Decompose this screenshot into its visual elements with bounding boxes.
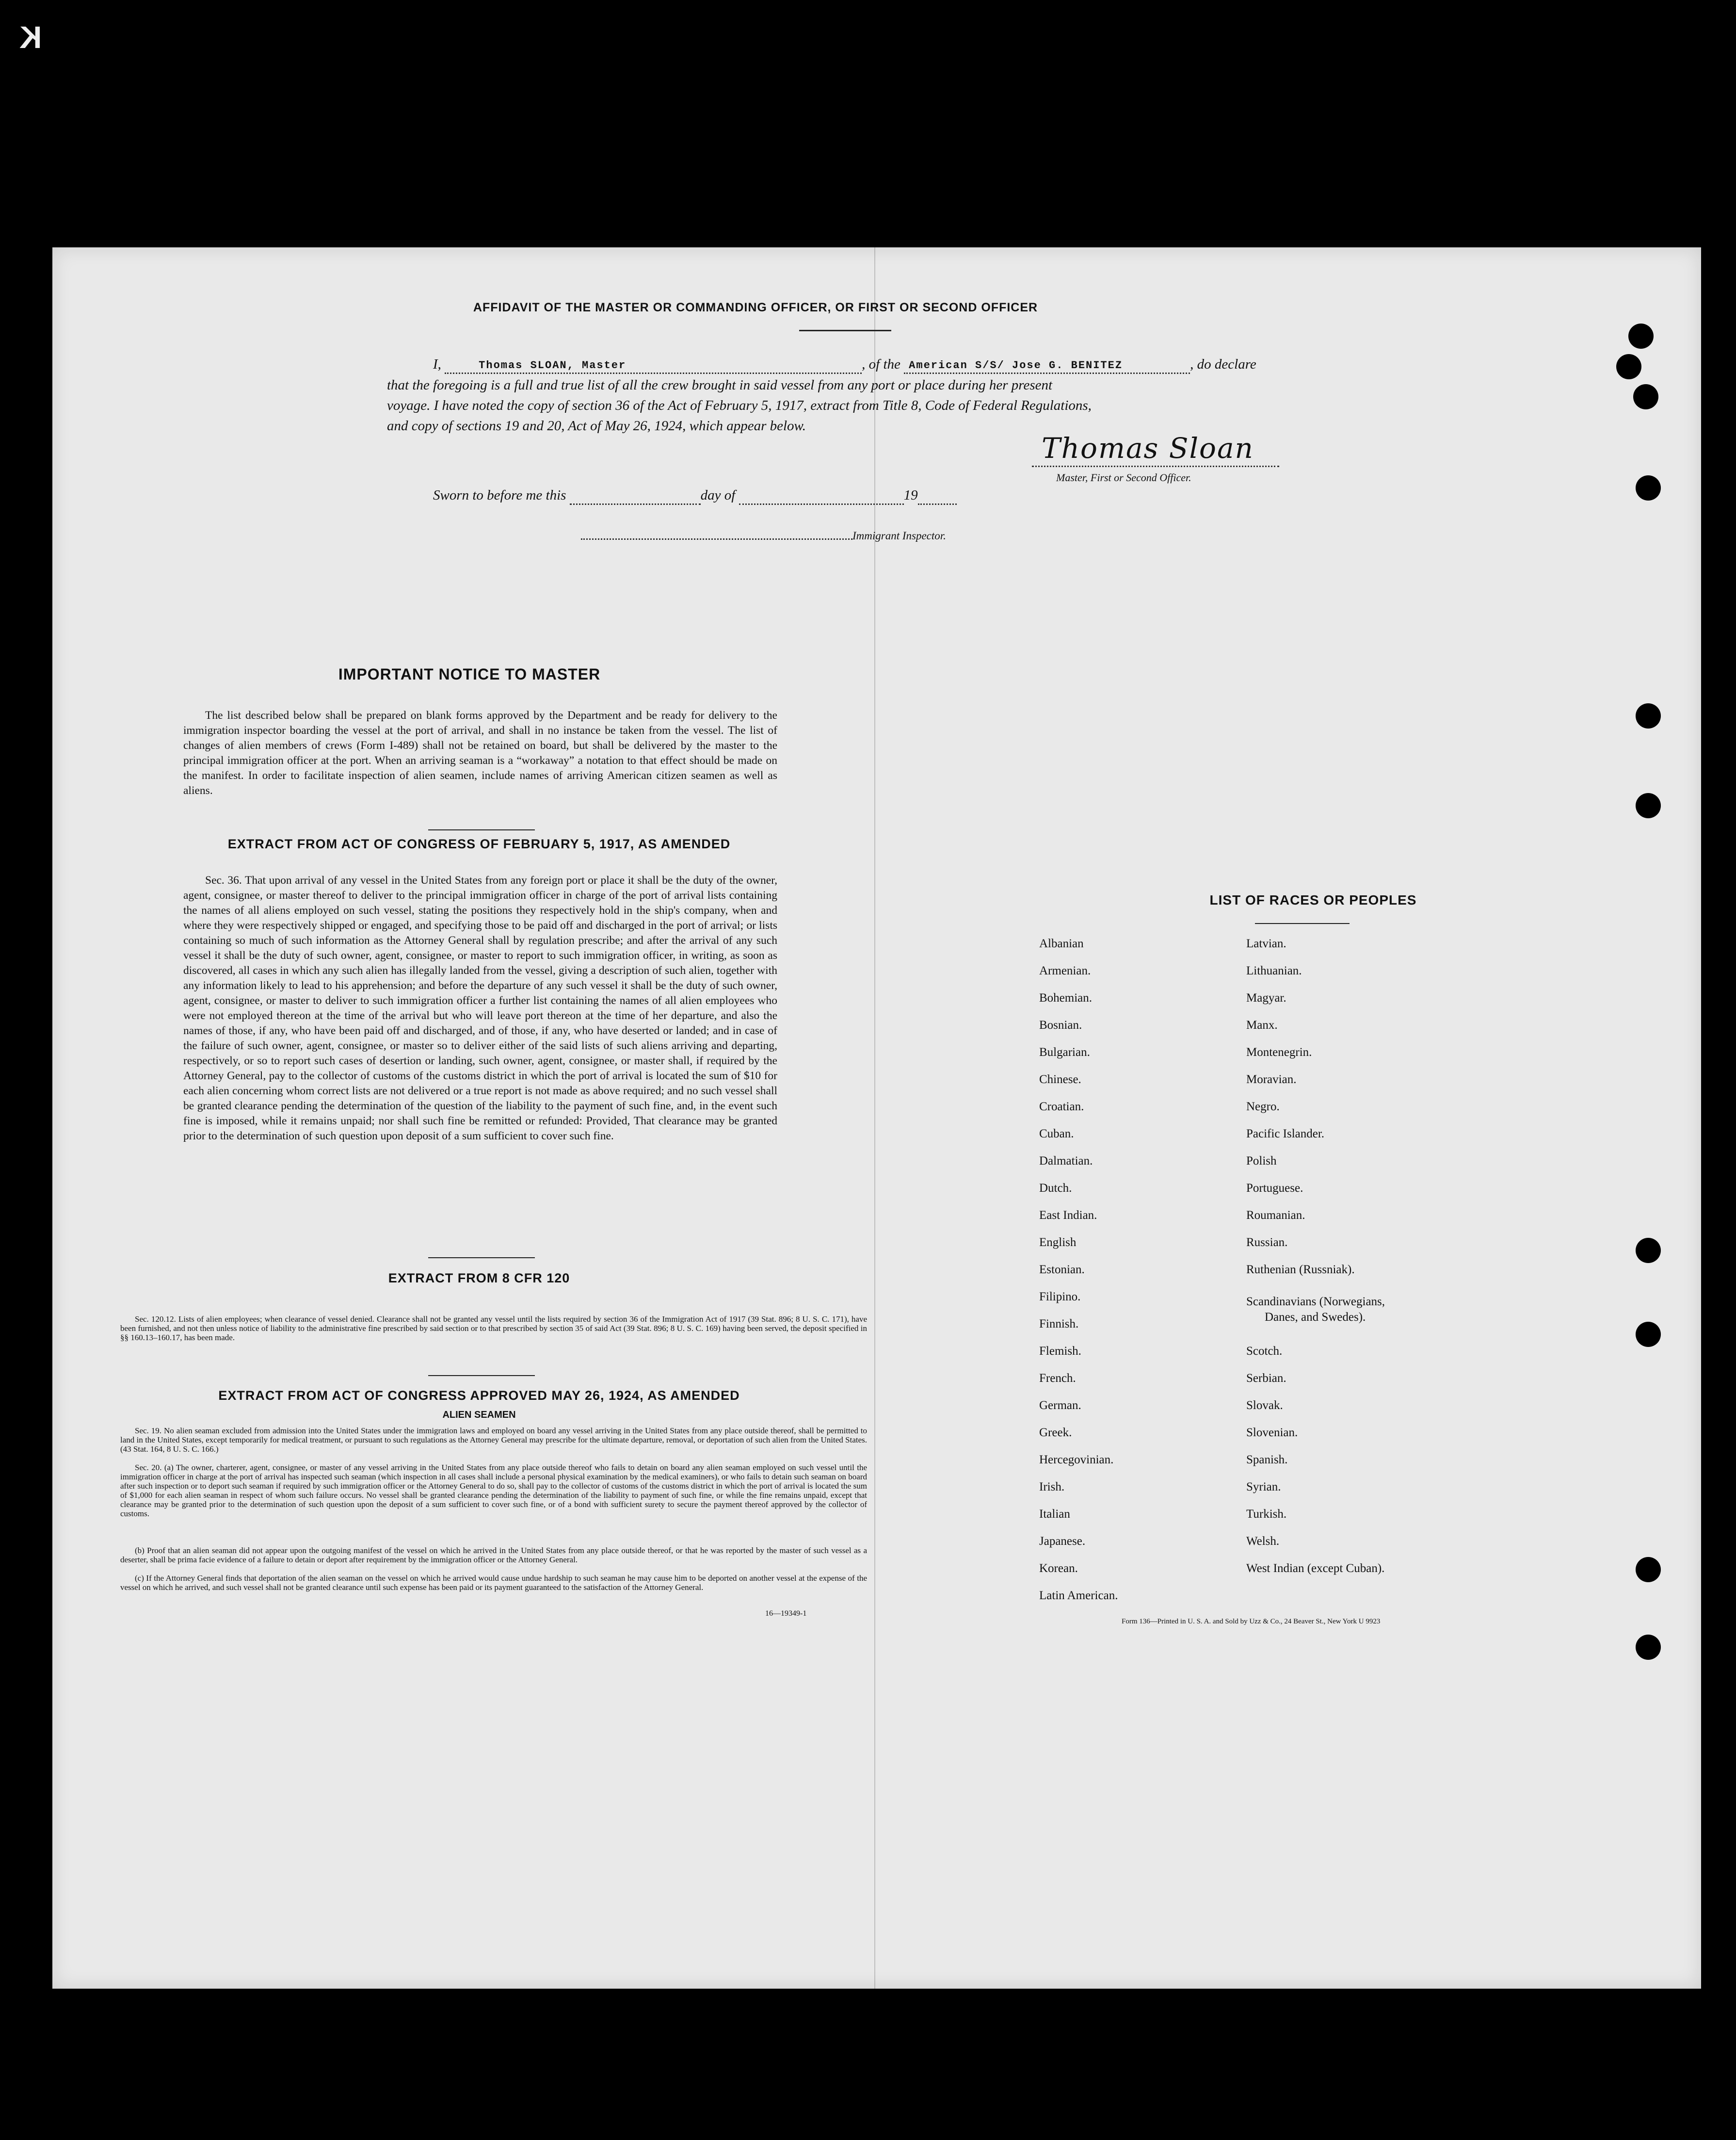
race-item: West Indian (except Cuban).: [1246, 1562, 1385, 1575]
race-item: Serbian.: [1246, 1372, 1286, 1385]
race-item: French.: [1039, 1372, 1076, 1385]
extract-1917-text: Sec. 36. That upon arrival of any vessel in the United States from any foreign port or place it shall be the duty of the owner, agent, consignee, or master thereof to deliver to the principal immigration officer in charge of the port of arrival lists containing the names of all aliens employed on such vessel, stating the positions they respectively hold in the ship's company, when and where they were respectively shipped or engaged, and specifying those to be paid off and discharged in the port of arrival; or lists containing so much of such information as the Attorney General shall by regulation prescribe; and after the arrival of any such vessel it shall be the duty of such owner, agent, consignee, or master to report to such immigration officer, in writing, as soon as discovered, all cases in which any such alien has illegally landed from the vessel, giving a description of such alien, together with any information likely to lead to his apprehension; and before the departure of any such vessel it shall be the duty of such owner, agent, consignee, or master to deliver to such immigration officer a further list containing the names of all alien employees who were not employed thereon at the time of the arrival but who will leave port thereon at the time of her departure, and also the names of those, if any, who have been paid off and discharged, and of those, if any, who have deserted or landed; and in case of the failure of such owner, agent, consignee, or master so to deliver either of the said lists of such aliens arriving and departing, respectively, or so to report such cases of desertion or landing, such owner, agent, consignee, or master shall, if required by the Attorney General, pay to the collector of customs of the customs district in which the port of arrival is located the sum of $10 for each alien concerning whom correct lists are not delivered or a true report is not made as above required; and no such vessel shall be granted clearance pending the determination of the question of the liability to the payment of such fine, and, in the event such fine is imposed, while it remains unpaid; nor shall such fine be remitted or refunded: Provided, That clearance may be granted prior to the determination of such question upon deposit of a sum sufficient to cover such fine.: [183, 874, 777, 1142]
race-item: Danes, and Swedes).: [1265, 1311, 1366, 1324]
race-item: Scotch.: [1246, 1345, 1283, 1358]
affidavit-title: AFFIDAVIT OF THE MASTER OR COMMANDING OFFICER, OR FIRST OR SECOND OFFICER: [473, 301, 1038, 314]
race-item: Manx.: [1246, 1019, 1278, 1032]
race-item: Russian.: [1246, 1236, 1288, 1249]
extract-cfr-title: EXTRACT FROM 8 CFR 120: [388, 1271, 570, 1285]
binder-hole: [1636, 793, 1661, 818]
inspector-caption: Immigrant Inspector.: [852, 530, 946, 542]
binder-hole: [1636, 475, 1661, 501]
race-item: Roumanian.: [1246, 1209, 1305, 1222]
declaration-body-3: and copy of sections 19 and 20, Act of May 26, 1924, which appear below.: [387, 418, 806, 434]
race-item: Pacific Islander.: [1246, 1127, 1325, 1140]
binder-hole: [1633, 384, 1658, 409]
extract-1924-title: EXTRACT FROM ACT OF CONGRESS APPROVED MAY 26, 1924, AS AMENDED: [218, 1388, 740, 1403]
race-item: Bulgarian.: [1039, 1046, 1090, 1059]
race-item: Korean.: [1039, 1562, 1078, 1575]
race-item: Japanese.: [1039, 1535, 1086, 1548]
race-item: East Indian.: [1039, 1209, 1097, 1222]
race-item: Dutch.: [1039, 1182, 1072, 1195]
race-item: Portuguese.: [1246, 1182, 1303, 1195]
binder-hole: [1628, 324, 1654, 349]
notice-text: The list described below shall be prepared on blank forms approved by the Department and be ready for delivery to the immigration inspector boarding the vessel at the port of arrival, and shall in no instance be taken from the vessel. The list of changes of alien members of crews (Form I-489) shall not be retained on board, but shall be delivered by the master to the principal immigration officer at the port. When an arriving seaman is a “workaway” a notation to that effect should be made on the manifest. In order to facilitate inspection of alien seamen, include names of arriving American citizen seamen as well as aliens.: [183, 709, 777, 797]
signature-line: [1032, 466, 1279, 467]
race-item: Spanish.: [1246, 1453, 1288, 1466]
form-footer: Form 136—Printed in U. S. A. and Sold by Uzz & Co., 24 Beaver St., New York U 9923: [1122, 1618, 1381, 1625]
binder-hole: [1636, 1557, 1661, 1582]
film-frame-mark: K: [19, 20, 42, 55]
race-item: Italian: [1039, 1508, 1070, 1521]
notice-title: IMPORTANT NOTICE TO MASTER: [338, 665, 601, 683]
race-item: Moravian.: [1246, 1073, 1297, 1086]
sworn-label: Sworn to before me this: [433, 487, 566, 503]
year-label: 19: [903, 487, 918, 503]
race-item: Ruthenian (Russniak).: [1246, 1263, 1355, 1276]
signature-caption: Master, First or Second Officer.: [1056, 471, 1191, 484]
race-item: Polish: [1246, 1154, 1277, 1167]
race-item: Latvian.: [1246, 937, 1286, 950]
race-item: Negro.: [1246, 1100, 1280, 1113]
races-title: LIST OF RACES OR PEOPLES: [1209, 892, 1417, 908]
race-item: Slovak.: [1246, 1399, 1283, 1412]
race-item: German.: [1039, 1399, 1081, 1412]
sworn-month-field: [739, 487, 904, 505]
declarant-name: Thomas SLOAN, Master: [479, 359, 627, 372]
extract-1917-rule: [428, 1257, 535, 1258]
race-item: Magyar.: [1246, 991, 1286, 1005]
race-item: Latin American.: [1039, 1589, 1118, 1602]
race-item: Montenegrin.: [1246, 1046, 1312, 1059]
sworn-date-field: [570, 487, 701, 505]
extract-1924-sec20a: Sec. 20. (a) The owner, charterer, agent, consignee, or master of any vessel arriving in the United States from any place outside thereof who fails to detain on board any alien seaman employed on such vessel until the immigration officer in charge at the port of arrival has inspected such seaman (which inspection in all cases shall include a personal physical examination by the medical examiners), or who fails to detain such seaman on board after such inspection or to deport such seaman if required by such immigration officer or the Attorney General to do so, shall pay to the collector of customs of the customs district in which the port of arrival is located the sum of $1,000 for each alien seaman in respect of whom such failure occurs. No vessel shall be granted clearance pending the determination of the liability to payment of such fine, or while the fine remains unpaid, except that clearance may be granted prior to the determination of such question upon the deposit of a sum sufficient to cover such fine, or of a bond with sufficient surety to secure the payment thereof approved by the collector of customs.: [120, 1463, 867, 1518]
race-item: Flemish.: [1039, 1345, 1081, 1358]
race-item: English: [1039, 1236, 1077, 1249]
extract-1924-sec19: Sec. 19. No alien seaman excluded from admission into the United States under the immigration laws and employed on board any vessel arriving in the United States from any place outside thereof, shall be permitted to land in the United States, except temporarily for medical treatment, or pursuant to such regulations as the Attorney General may prescribe for the ultimate departure, removal, or deportation of such alien from the United States. (43 Stat. 164, 8 U. S. C. 166.): [120, 1426, 867, 1454]
race-item: Estonian.: [1039, 1263, 1085, 1276]
print-code: 16—19349-1: [765, 1609, 807, 1618]
title-rule: [799, 330, 891, 331]
declaration-body-2: voyage. I have noted the copy of section 36 of the Act of February 5, 1917, extract from Title 8, Code of Federal Regulations,: [387, 398, 1092, 413]
race-item: Bohemian.: [1039, 991, 1093, 1005]
race-item: Chinese.: [1039, 1073, 1081, 1086]
race-item: Finnish.: [1039, 1317, 1079, 1330]
race-item: Syrian.: [1246, 1480, 1281, 1493]
race-item: Dalmatian.: [1039, 1154, 1093, 1167]
master-signature: Thomas Sloan: [1042, 432, 1254, 465]
race-item: Armenian.: [1039, 964, 1091, 977]
binder-hole: [1636, 1238, 1661, 1263]
day-of-label: day of: [700, 487, 736, 503]
extract-1917-title: EXTRACT FROM ACT OF CONGRESS OF FEBRUARY 5, 1917, AS AMENDED: [227, 837, 731, 851]
extract-1924-subtitle: ALIEN SEAMEN: [442, 1410, 516, 1420]
race-item: Bosnian.: [1039, 1019, 1082, 1032]
i-label: I,: [433, 357, 441, 372]
extract-cfr-text: Sec. 120.12. Lists of alien employees; when clearance of vessel denied. Clearance shall not be granted any vessel until the lists required by section 36 of the Immigration Act of 1917 (39 Stat. 896; 8 U. S. C. 171), have been furnished, and not then unless notice of liability to the administrative fine prescribed by said section or to that prescribed by section 35 of said Act (39 Stat. 896; 8 U. S. C. 169) having been served, the deposit specified in §§ 160.13–160.17, has been made.: [120, 1314, 867, 1342]
race-item: Turkish.: [1246, 1508, 1287, 1521]
notice-rule: [428, 829, 535, 830]
race-item: Cuban.: [1039, 1127, 1074, 1140]
race-item: Albanian: [1039, 937, 1084, 950]
extract-1924-sec20b: (b) Proof that an alien seaman did not appear upon the outgoing manifest of the vessel on which he arrived in the United States from any place outside thereof, or that he was reported by the master of such vessel as a deserter, shall be prima facie evidence of a failure to detain or deport after requirement by the immigration officer or the Attorney General.: [120, 1546, 867, 1564]
page-fold: [874, 247, 875, 1989]
race-item: Hercegovinian.: [1039, 1453, 1114, 1466]
race-item: Greek.: [1039, 1426, 1072, 1439]
sworn-line: [433, 487, 957, 505]
race-item: Filipino.: [1039, 1290, 1081, 1303]
binder-hole: [1636, 703, 1661, 729]
declaration-body-1: that the foregoing is a full and true list of all the crew brought in said vessel from any port or place during her present: [387, 377, 1053, 393]
races-rule: [1255, 923, 1350, 924]
sworn-year-field: [918, 487, 957, 505]
binder-hole: [1616, 354, 1641, 379]
extract-cfr-rule: [428, 1375, 535, 1376]
race-item: Scandinavians (Norwegians,: [1246, 1295, 1385, 1308]
race-item: Slovenian.: [1246, 1426, 1298, 1439]
of-the-label: , of the: [862, 357, 900, 372]
vessel-name: American S/S/ Jose G. BENITEZ: [909, 359, 1123, 372]
declare-label: , do declare: [1190, 357, 1256, 372]
race-item: Welsh.: [1246, 1535, 1280, 1548]
race-item: Lithuanian.: [1246, 964, 1302, 977]
race-item: Croatian.: [1039, 1100, 1084, 1113]
race-item: Irish.: [1039, 1480, 1065, 1493]
binder-hole: [1636, 1322, 1661, 1347]
inspector-line: [581, 538, 852, 540]
manifest-sheet: [52, 247, 1701, 1989]
declaration-line: [433, 357, 1256, 374]
extract-1924-sec20c: (c) If the Attorney General finds that deportation of the alien seaman on the vessel on which he arrived would cause undue hardship to such seaman he may cause him to be deported on another vessel at the expense of the vessel on which he arrived, and such vessel shall not be granted clearance until such expense has been paid or its payment guaranteed to the satisfaction of the Attorney General.: [120, 1573, 867, 1592]
binder-hole: [1636, 1635, 1661, 1660]
